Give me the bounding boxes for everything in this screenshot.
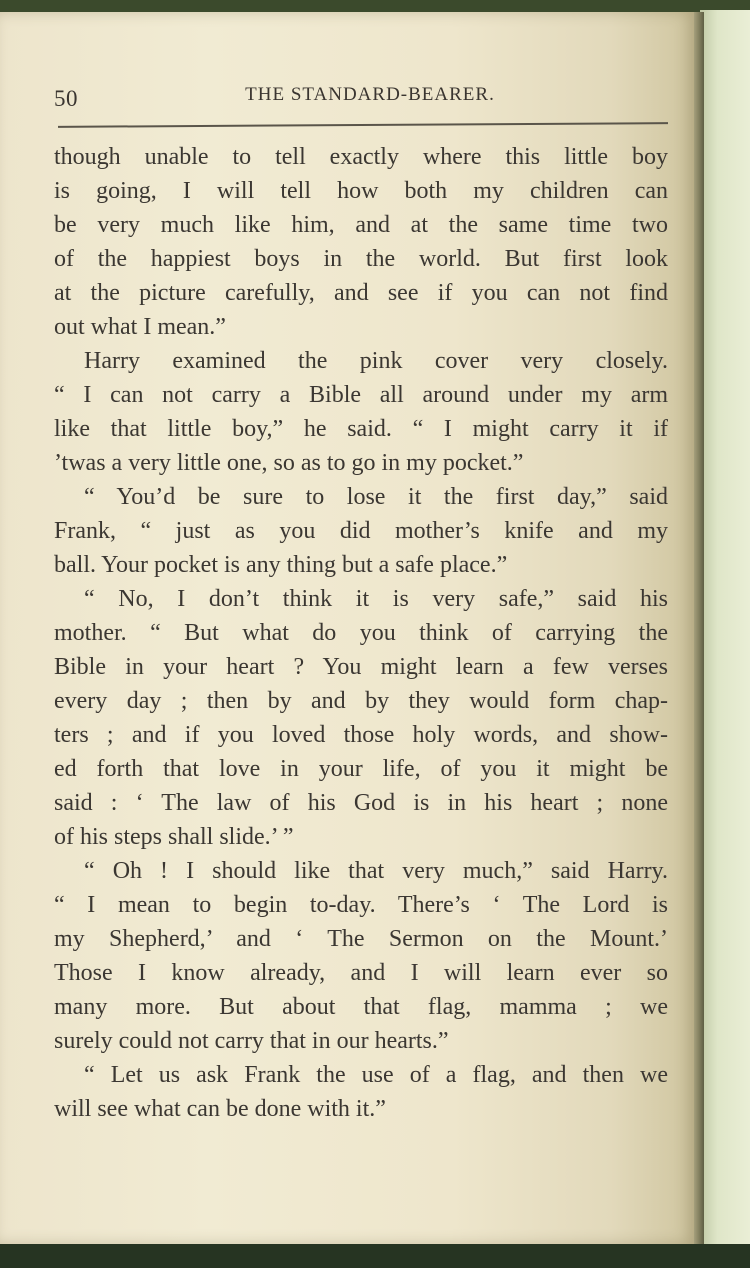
text-line: ed forth that love in your life, of you it might be xyxy=(54,756,668,782)
text-line: said : ‘ The law of his God is in his heart ; none xyxy=(54,790,668,816)
text-line: “ You’d be sure to lose it the first day,” said xyxy=(84,484,668,510)
text-line: surely could not carry that in our hearts.” xyxy=(54,1028,449,1054)
text-line: of the happiest boys in the world. But first look xyxy=(54,246,668,272)
text-line: Bible in your heart ? You might learn a few verses xyxy=(54,654,668,680)
text-line: ters ; and if you loved those holy words, and show- xyxy=(54,722,668,748)
text-line: at the picture carefully, and see if you can not find xyxy=(54,280,668,306)
text-line: “ Oh ! I should like that very much,” said Harry. xyxy=(84,858,668,884)
text-line: Those I know already, and I will learn ever so xyxy=(54,960,668,986)
text-line: “ I mean to begin to-day. There’s ‘ The Lord is xyxy=(54,892,668,918)
header-rule xyxy=(58,122,668,128)
text-line: “ No, I don’t think it is very safe,” said his xyxy=(84,586,668,612)
text-line: mother. “ But what do you think of carrying the xyxy=(54,620,668,646)
text-line: be very much like him, and at the same time two xyxy=(54,212,668,238)
text-line: Frank, “ just as you did mother’s knife and my xyxy=(54,518,668,544)
text-line: though unable to tell exactly where this little boy xyxy=(54,144,668,170)
running-head-title: THE STANDARD-BEARER. xyxy=(245,84,495,105)
text-line: out what I mean.” xyxy=(54,314,226,340)
text-line: like that little boy,” he said. “ I might carry it if xyxy=(54,416,668,442)
book-edge-bottom xyxy=(0,1244,750,1268)
text-line: Harry examined the pink cover very closely. xyxy=(84,348,668,374)
text-line: will see what can be done with it.” xyxy=(54,1096,386,1122)
text-line: ’twas a very little one, so as to go in my pocket.” xyxy=(54,450,524,476)
page-body-text xyxy=(54,140,668,1126)
book-page xyxy=(0,12,694,1244)
facing-page-edge xyxy=(700,10,750,1248)
text-line: many more. But about that flag, mamma ; we xyxy=(54,994,668,1020)
text-line: every day ; then by and by they would form chap- xyxy=(54,688,668,714)
text-line: of his steps shall slide.’ ” xyxy=(54,824,294,850)
text-line: ball. Your pocket is any thing but a safe place.” xyxy=(54,552,508,578)
text-line: “ I can not carry a Bible all around under my arm xyxy=(54,382,668,408)
text-line: is going, I will tell how both my children can xyxy=(54,178,668,204)
text-line: “ Let us ask Frank the use of a flag, and then we xyxy=(84,1062,668,1088)
page-number: 50 xyxy=(54,86,78,111)
text-line: my Shepherd,’ and ‘ The Sermon on the Mount.’ xyxy=(54,926,668,952)
